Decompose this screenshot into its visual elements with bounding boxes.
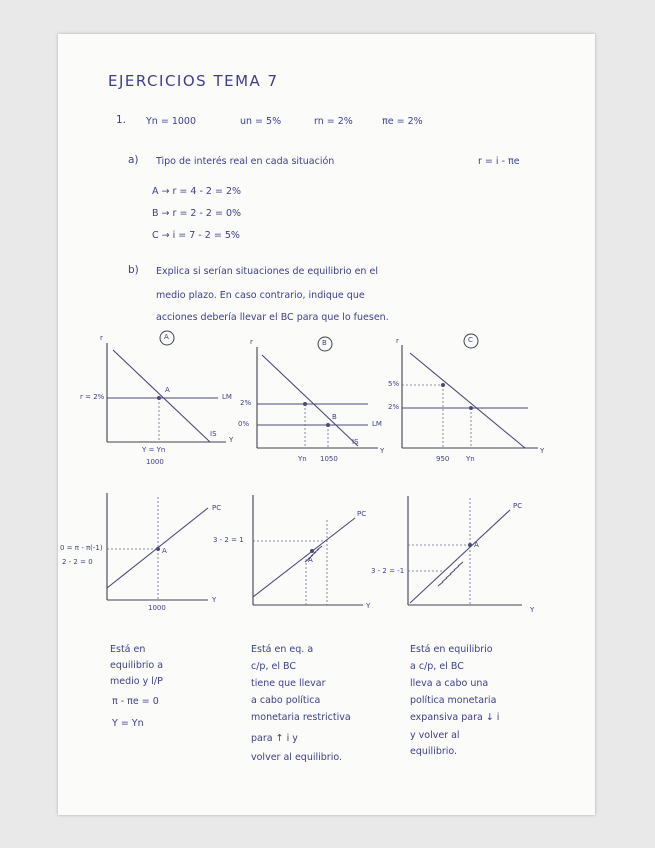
a1-x-label-2: 1000 — [146, 458, 164, 466]
b1-x-label-1: Yn — [298, 455, 307, 463]
a2-x-label: 1000 — [148, 604, 166, 612]
note-col1-line5: Y = Yn — [112, 718, 144, 729]
exercise-number: 1. — [116, 114, 127, 126]
b1-y-label-1: 2% — [240, 399, 252, 407]
part-b-line-1: Explica si serían situaciones de equilibrio en el — [156, 266, 378, 277]
b1-is-label: IS — [352, 438, 359, 446]
a1-is-label: IS — [210, 430, 217, 438]
c1-y-label-2: 2% — [388, 403, 400, 411]
note-col1-line2: equilibrio a — [110, 660, 164, 671]
note-col2-line5: monetaria restrictiva — [251, 712, 351, 723]
a2-pc-label: PC — [212, 504, 222, 512]
note-col3-line6: y volver al — [410, 730, 460, 741]
given-un: un = 5% — [240, 116, 282, 127]
a1-x-label-1: Y = Yn — [142, 446, 166, 454]
graph-b-islm — [257, 347, 378, 448]
note-col3-line2: a c/p, el BC — [410, 661, 464, 672]
c1-x-label-2: Yn — [466, 455, 475, 463]
b2-pc-label: PC — [357, 510, 367, 518]
a1-x-axis-label: Y — [229, 436, 234, 444]
a2-y-label-1: 0 = π - π(-1) — [60, 544, 103, 552]
part-b-line-2: medio plazo. En caso contrario, indique que — [156, 290, 365, 301]
b1-lm-label: LM — [372, 420, 382, 428]
note-col3-line1: Está en equilibrio — [410, 644, 493, 655]
a2-x-axis-label: Y — [212, 596, 217, 604]
graph-c-islm — [402, 345, 538, 448]
b1-x-label-2: 1050 — [320, 455, 338, 463]
part-a-line-c: C → i = 7 - 2 = 5% — [152, 230, 240, 241]
note-col1-line1: Está en — [110, 644, 146, 655]
part-a-label: a) — [128, 154, 139, 166]
graph-a-pc — [107, 493, 208, 600]
a2-point-label: A — [162, 547, 167, 555]
note-col3-line3: lleva a cabo una — [410, 678, 489, 689]
b1-y-axis-label: r — [250, 338, 253, 346]
b1-point-label: B — [332, 413, 337, 421]
note-col3-line5: expansiva para ↓ i — [410, 712, 500, 723]
c1-x-label-1: 950 — [436, 455, 450, 463]
graph-b-pc — [253, 495, 363, 605]
c1-y-label-1: 5% — [388, 380, 400, 388]
c2-pc-label: PC — [513, 502, 523, 510]
given-pie: πe = 2% — [382, 116, 423, 127]
b2-y-label: 3 - 2 = 1 — [213, 536, 244, 544]
graph-c-pc — [408, 496, 522, 605]
note-col3-line7: equilibrio. — [410, 746, 458, 757]
given-yn: Yn = 1000 — [146, 116, 197, 127]
note-col3-line4: política monetaria — [410, 695, 497, 706]
a1-point-label: A — [165, 386, 170, 394]
note-col2-line7: volver al equilibrio. — [251, 752, 343, 763]
c1-x-axis-label: Y — [540, 447, 545, 455]
note-col2-line6: para ↑ i y — [251, 733, 298, 744]
a1-r-label: r = 2% — [80, 393, 105, 401]
marker-a: A — [164, 333, 169, 341]
note-col1-line3: medio y l/P — [110, 676, 163, 687]
part-a-line-b: B → r = 2 - 2 = 0% — [152, 208, 242, 219]
part-b-label: b) — [128, 264, 139, 276]
part-a-line-a: A → r = 4 - 2 = 2% — [152, 186, 242, 197]
note-col1-line4: π - πe = 0 — [112, 696, 159, 707]
b2-x-axis-label: Y — [366, 602, 371, 610]
c1-y-axis-label: r — [396, 337, 399, 345]
a1-lm-label: LM — [222, 393, 232, 401]
a1-y-axis-label: r — [100, 334, 103, 342]
given-rn: rn = 2% — [314, 116, 353, 127]
c2-x-axis-label: Y — [530, 606, 535, 614]
page-title: EJERCICIOS TEMA 7 — [108, 72, 279, 90]
note-col2-line1: Está en eq. a — [251, 644, 314, 655]
b2-point-label: A — [308, 556, 313, 564]
note-col2-line3: tiene que llevar — [251, 678, 326, 689]
marker-b: B — [322, 339, 327, 347]
note-col2-line2: c/p, el BC — [251, 661, 296, 672]
part-a-text: Tipo de interés real en cada situación — [156, 156, 335, 167]
part-b-line-3: acciones debería llevar el BC para que lo fuesen. — [156, 312, 389, 323]
b1-x-axis-label: Y — [380, 447, 385, 455]
marker-c: C — [468, 336, 473, 344]
c2-y-label: 3 - 2 = -1 — [371, 567, 405, 575]
a2-y-label-2: 2 - 2 = 0 — [62, 558, 93, 566]
b1-y-label-2: 0% — [238, 420, 250, 428]
c2-point-label: A — [474, 541, 479, 549]
part-a-formula: r = i - πe — [478, 156, 520, 167]
note-col2-line4: a cabo política — [251, 695, 321, 706]
